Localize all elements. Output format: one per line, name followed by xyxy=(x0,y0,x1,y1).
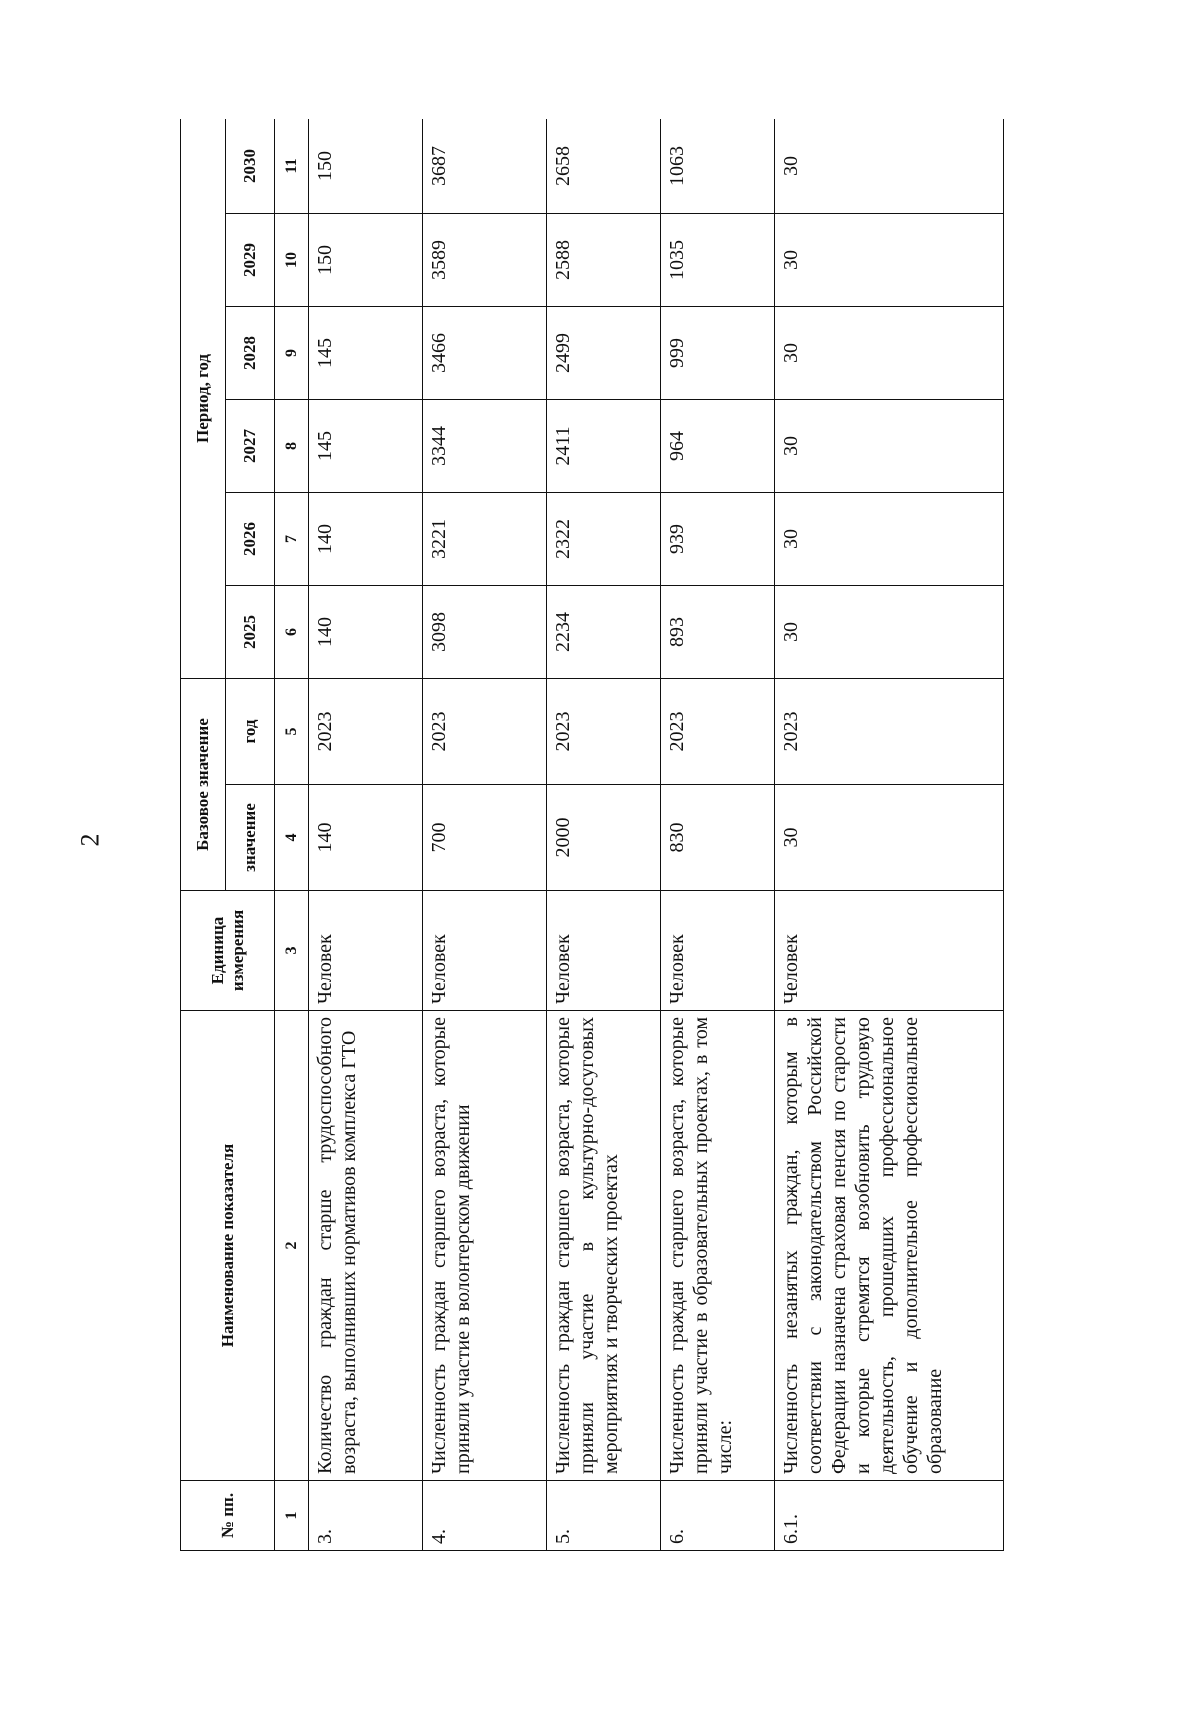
column-number: 3 xyxy=(275,891,309,1011)
row-value-2026: 140 xyxy=(309,493,423,586)
column-number: 4 xyxy=(275,785,309,891)
row-value-2029: 3589 xyxy=(423,214,547,307)
row-base-value: 140 xyxy=(309,785,423,891)
header-period: Период, год xyxy=(181,119,226,679)
row-value-2025: 3098 xyxy=(423,586,547,679)
row-base-year: 2023 xyxy=(309,679,423,785)
row-value-2027: 2411 xyxy=(547,400,661,493)
row-num: 6. xyxy=(661,1481,775,1551)
row-num: 4. xyxy=(423,1481,547,1551)
row-name: Количество граждан старше трудоспособного возраста, выполнивших нормативов комплекса ГТО xyxy=(309,1011,423,1481)
row-name: Численность незанятых граждан, которым в соответствии с законодательством Российской Федерации назначена страховая пенсия по старости и которые стремятся возобновить трудовую деятельность, прошедших профессиональное обучение и дополнительное профессиональное образование xyxy=(775,1011,1004,1481)
row-name: Численность граждан старшего возраста, которые приняли участие в образовательных проектах, в том числе: xyxy=(661,1011,775,1481)
row-value-2030: 30 xyxy=(775,119,1004,214)
row-unit: Человек xyxy=(309,891,423,1011)
row-value-2026: 30 xyxy=(775,493,1004,586)
row-value-2027: 964 xyxy=(661,400,775,493)
header-year: 2030 xyxy=(226,119,275,214)
header-year: 2025 xyxy=(226,586,275,679)
row-unit: Человек xyxy=(547,891,661,1011)
header-base-value: значение xyxy=(226,785,275,891)
row-value-2028: 999 xyxy=(661,307,775,400)
row-unit: Человек xyxy=(775,891,1004,1011)
row-value-2030: 3687 xyxy=(423,119,547,214)
row-value-2025: 140 xyxy=(309,586,423,679)
row-base-year: 2023 xyxy=(775,679,1004,785)
row-value-2028: 3466 xyxy=(423,307,547,400)
column-number: 7 xyxy=(275,493,309,586)
row-value-2028: 145 xyxy=(309,307,423,400)
row-value-2028: 2499 xyxy=(547,307,661,400)
row-base-value: 30 xyxy=(775,785,1004,891)
row-value-2027: 145 xyxy=(309,400,423,493)
row-base-year: 2023 xyxy=(547,679,661,785)
row-value-2030: 1063 xyxy=(661,119,775,214)
header-year: 2029 xyxy=(226,214,275,307)
indicators-table xyxy=(180,119,1004,1551)
column-number: 5 xyxy=(275,679,309,785)
row-value-2025: 893 xyxy=(661,586,775,679)
rotated-table-frame xyxy=(180,119,1005,1551)
row-num: 5. xyxy=(547,1481,661,1551)
row-value-2026: 2322 xyxy=(547,493,661,586)
row-base-value: 700 xyxy=(423,785,547,891)
header-year: 2027 xyxy=(226,400,275,493)
row-value-2030: 150 xyxy=(309,119,423,214)
row-value-2029: 30 xyxy=(775,214,1004,307)
row-value-2029: 1035 xyxy=(661,214,775,307)
row-value-2029: 2588 xyxy=(547,214,661,307)
table-row xyxy=(775,119,1004,1551)
header-unit: Единица измерения xyxy=(181,891,275,1011)
row-base-year: 2023 xyxy=(661,679,775,785)
table-row xyxy=(309,119,423,1551)
table-container xyxy=(180,119,1005,1551)
row-name: Численность граждан старшего возраста, которые приняли участие в волонтерском движении xyxy=(423,1011,547,1481)
row-value-2027: 30 xyxy=(775,400,1004,493)
table-row xyxy=(547,119,661,1551)
header-num: № пп. xyxy=(181,1481,275,1551)
table-row xyxy=(423,119,547,1551)
row-base-value: 2000 xyxy=(547,785,661,891)
row-value-2029: 150 xyxy=(309,214,423,307)
row-unit: Человек xyxy=(423,891,547,1011)
row-base-year: 2023 xyxy=(423,679,547,785)
row-num: 3. xyxy=(309,1481,423,1551)
row-value-2028: 30 xyxy=(775,307,1004,400)
column-number: 6 xyxy=(275,586,309,679)
header-name: Наименование показателя xyxy=(181,1011,275,1481)
page-number: 2 xyxy=(75,833,105,847)
column-number: 10 xyxy=(275,214,309,307)
header-base: Базовое значение xyxy=(181,679,226,891)
row-value-2026: 3221 xyxy=(423,493,547,586)
column-number: 2 xyxy=(275,1011,309,1481)
header-row-1 xyxy=(181,119,226,1551)
row-value-2030: 2658 xyxy=(547,119,661,214)
row-base-value: 830 xyxy=(661,785,775,891)
header-year: 2028 xyxy=(226,307,275,400)
table-row xyxy=(661,119,775,1551)
header-base-year: год xyxy=(226,679,275,785)
row-value-2025: 30 xyxy=(775,586,1004,679)
row-value-2027: 3344 xyxy=(423,400,547,493)
row-unit: Человек xyxy=(661,891,775,1011)
column-number: 8 xyxy=(275,400,309,493)
column-number: 9 xyxy=(275,307,309,400)
row-name: Численность граждан старшего возраста, которые приняли участие в культурно-досуговых мероприятиях и творческих проектах xyxy=(547,1011,661,1481)
header-year: 2026 xyxy=(226,493,275,586)
row-value-2026: 939 xyxy=(661,493,775,586)
row-value-2025: 2234 xyxy=(547,586,661,679)
column-number-row xyxy=(275,119,309,1551)
column-number: 11 xyxy=(275,119,309,214)
row-num: 6.1. xyxy=(775,1481,1004,1551)
column-number: 1 xyxy=(275,1481,309,1551)
